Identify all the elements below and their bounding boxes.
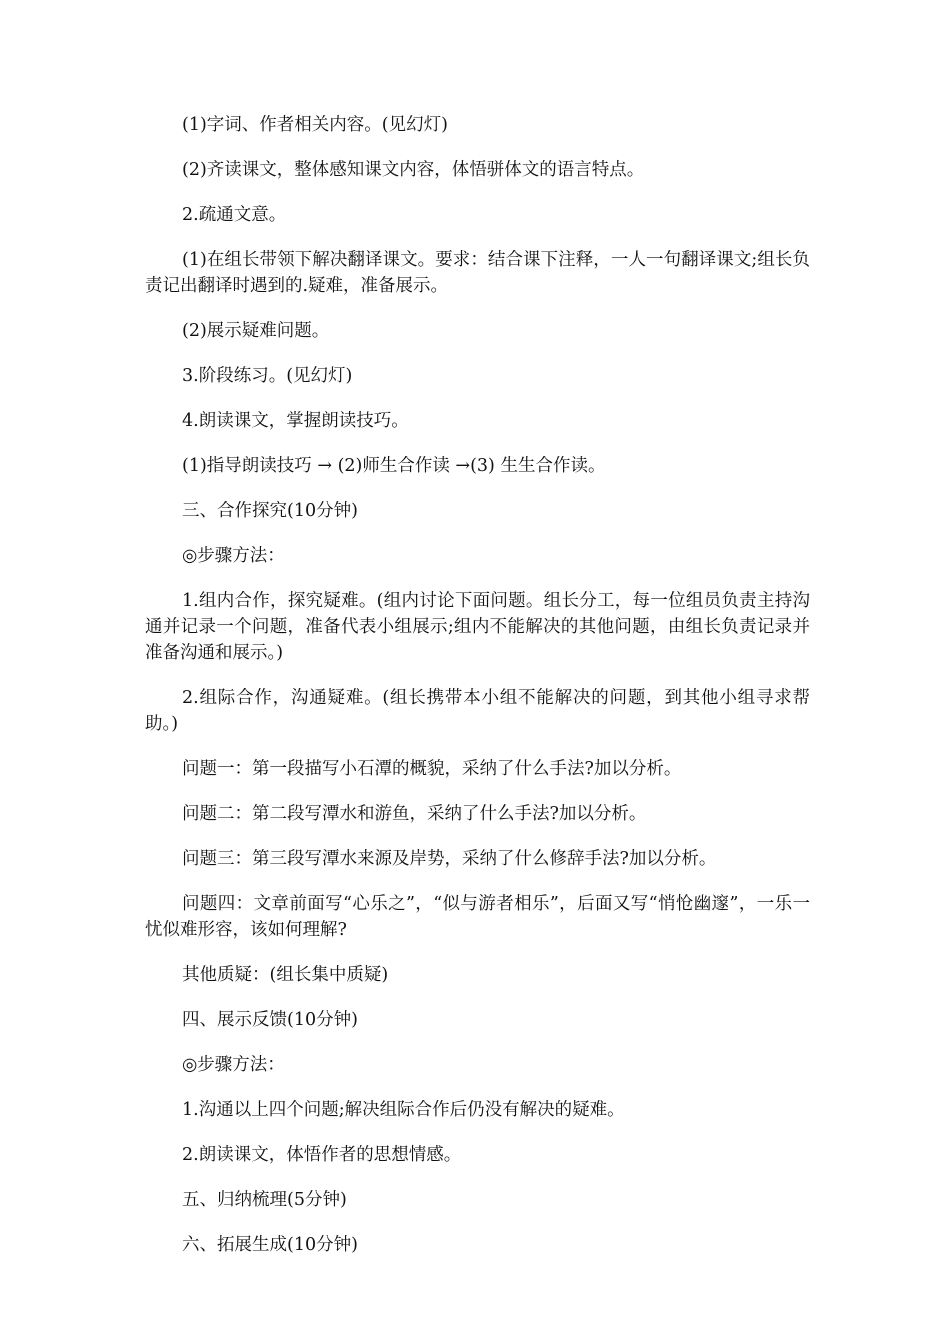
paragraph-5: (2)展示疑难问题。 xyxy=(182,321,330,341)
section-heading-5: 五、归纳梳理(5分钟) xyxy=(182,1190,347,1210)
paragraph-3: 2.疏通文意。 xyxy=(182,205,287,225)
paragraph-2: (2)齐读课文，整体感知课文内容，体悟骈体文的语言特点。 xyxy=(182,160,645,180)
section-heading-4: 四、展示反馈(10分钟) xyxy=(182,1010,358,1030)
paragraph-12: 2.组际合作，沟通疑难。(组长携带本小组不能解决的问题，到其他小组寻求帮助。) xyxy=(145,688,810,734)
steps-label-1: ◎步骤方法： xyxy=(182,546,285,566)
paragraph-1: (1)字词、作者相关内容。(见幻灯) xyxy=(182,115,448,135)
paragraph-11: 1.组内合作，探究疑难。(组内讨论下面问题。组长分工，每一位组员负责主持沟通并记录一个问题，准备代表小组展示;组内不能解决的其他问题，由组长负责记录并准备沟通和展示。) xyxy=(145,591,810,663)
paragraph-6: 3.阶段练习。(见幻灯) xyxy=(182,366,353,386)
paragraph-7: 4.朗读课文，掌握朗读技巧。 xyxy=(182,411,409,431)
paragraph-4: (1)在组长带领下解决翻译课文。要求：结合课下注释，一人一句翻译课文;组长负责记出翻译时遇到的.疑难，准备展示。 xyxy=(145,250,810,296)
section-heading-6: 六、拓展生成(10分钟) xyxy=(182,1235,358,1255)
steps-label-2: ◎步骤方法： xyxy=(182,1055,285,1075)
paragraph-21: 2.朗读课文，体悟作者的思想情感。 xyxy=(182,1145,462,1165)
question-4: 问题四：文章前面写“心乐之”，“似与游者相乐”，后面又写“悄怆幽邃”，一乐一忧似难形容，该如何理解? xyxy=(145,894,810,940)
paragraph-20: 1.沟通以上四个问题;解决组际合作后仍没有解决的疑难。 xyxy=(182,1100,625,1120)
question-1: 问题一：第一段描写小石潭的概貌，采纳了什么手法?加以分析。 xyxy=(182,759,682,779)
question-2: 问题二：第二段写潭水和游鱼，采纳了什么手法?加以分析。 xyxy=(182,804,647,824)
question-3: 问题三：第三段写潭水来源及岸势，采纳了什么修辞手法?加以分析。 xyxy=(182,849,717,869)
paragraph-8: (1)指导朗读技巧 → (2)师生合作读 →(3) 生生合作读。 xyxy=(182,456,606,476)
other-questions: 其他质疑：(组长集中质疑) xyxy=(182,965,389,985)
section-heading-3: 三、合作探究(10分钟) xyxy=(182,501,358,521)
document-page xyxy=(145,112,810,1258)
